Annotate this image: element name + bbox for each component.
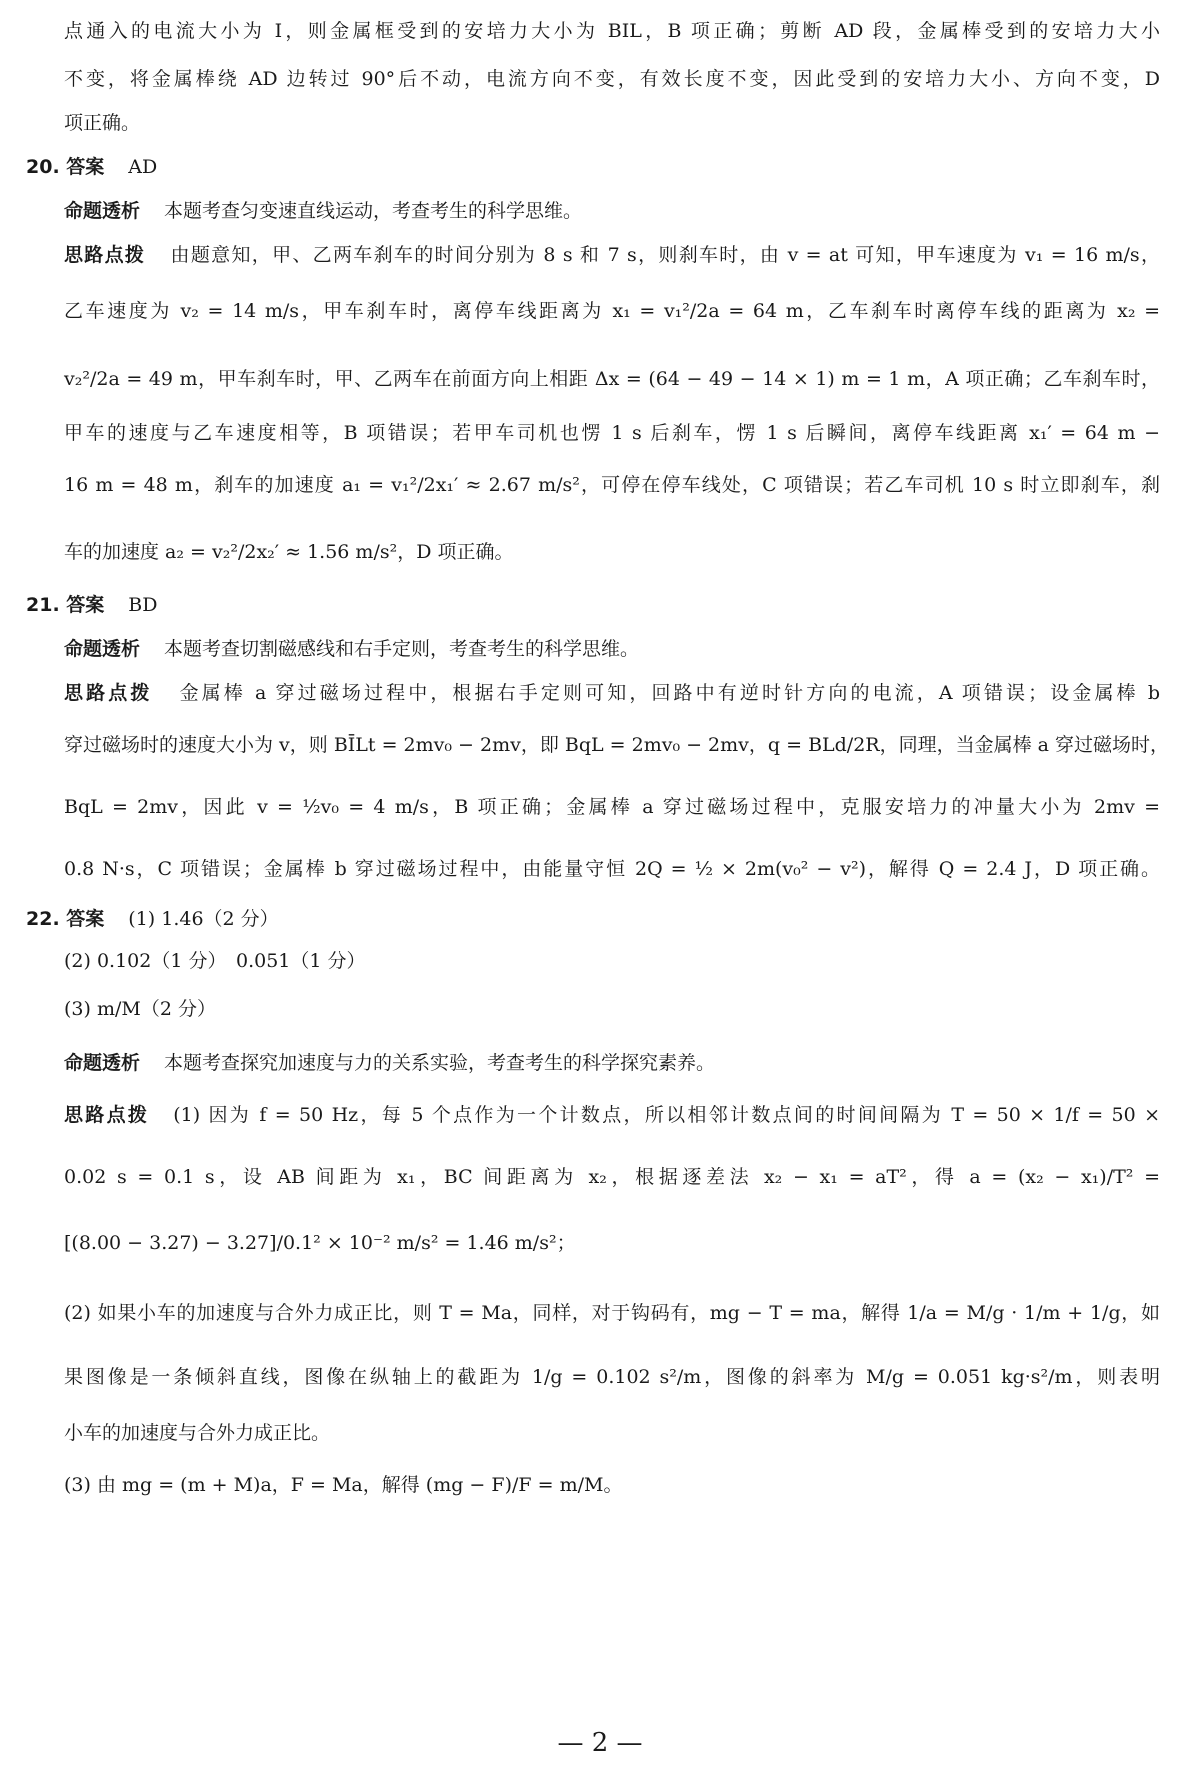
line-text: 0.02 s = 0.1 s，设 AB 间距为 x₁，BC 间距离为 x₂，根据逐差法 x₂ − x₁ = aT²，得 a = (x₂ − x₁)/T² = [64,1166,1160,1188]
text-line [64,470,1160,500]
text-line [64,1228,1160,1258]
text-line [64,678,1160,708]
line-text: 甲车的速度与乙车速度相等，B 项错误；若甲车司机也愣 1 s 后刹车，愣 1 s 后瞬间，离停车线距离 x₁′ = 64 m − [64,422,1160,444]
text-line [64,196,1160,226]
text-line [64,16,1160,46]
text-line [64,537,1160,567]
line-text: AD [128,156,158,178]
line-text: (3) 由 mg = (m + M)a，F = Ma，解得 (mg − F)/F = m/M。 [64,1474,623,1496]
line-text: (2) 0.102（1 分） 0.051（1 分） [64,950,366,972]
line-text: 由题意知，甲、乙两车刹车的时间分别为 8 s 和 7 s，则刹车时，由 v = at 可知，甲车速度为 v₁ = 16 m/s， [169,244,1160,266]
section-heading: 思路点拨 [64,244,146,266]
line-text: 果图像是一条倾斜直线，图像在纵轴上的截距为 1/g = 0.102 s²/m，图像的斜率为 M/g = 0.051 kg·s²/m，则表明 [64,1366,1160,1388]
text-line [64,994,1160,1024]
line-text: 本题考查探究加速度与力的关系实验，考查考生的科学探究素养。 [164,1052,716,1074]
line-text: BD [128,594,158,616]
text-line [64,418,1160,448]
section-heading: 思路点拨 [64,1104,150,1126]
line-text: 0.8 N·s，C 项错误；金属棒 b 穿过磁场过程中，由能量守恒 2Q = ½ × 2m(v₀² − v²)，解得 Q = 2.4 J，D 项正确。 [64,858,1160,880]
text-line [64,1162,1160,1192]
text-line [64,1100,1160,1130]
text-line [64,1362,1160,1392]
text-line [64,1298,1160,1328]
section-heading: 命题透析 [64,200,141,222]
line-text: (2) 如果小车的加速度与合外力成正比，则 T = Ma，同样，对于钩码有，mg − T = ma，解得 1/a = M/g · 1/m + 1/g，如 [64,1302,1160,1324]
line-text: (1) 因为 f = 50 Hz，每 5 个点作为一个计数点，所以相邻计数点间的时间间隔为 T = 50 × 1/f = 50 × [173,1104,1160,1126]
line-text: (1) 1.46（2 分） [128,908,279,930]
text-line [64,730,1170,760]
text-line [64,1470,1160,1500]
section-heading: 命题透析 [64,638,141,660]
text-line [64,792,1160,822]
text-line [64,634,1160,664]
line-text: 本题考查切割磁感线和右手定则，考查考生的科学思维。 [164,638,640,660]
line-text: 项正确。 [64,112,141,134]
line-text: 乙车速度为 v₂ = 14 m/s，甲车刹车时，离停车线距离为 x₁ = v₁²/2a = 64 m，乙车刹车时离停车线的距离为 x₂ = [64,300,1160,322]
line-text: (3) m/M（2 分） [64,998,216,1020]
page-number: — 2 — [557,1728,643,1758]
section-heading: 22. 答案 [26,908,105,930]
line-text: 16 m = 48 m，刹车的加速度 a₁ = v₁²/2x₁′ ≈ 2.67 m/s²，可停在停车线处，C 项错误；若乙车司机 10 s 时立即刹车，刹 [64,474,1160,496]
text-line [26,152,1160,182]
text-line [64,108,1160,138]
line-text: 穿过磁场时的速度大小为 v，则 BĪLt = 2mv₀ − 2mv，即 BqL = 2mv₀ − 2mv，q = BLd/2R，同理，当金属棒 a 穿过磁场时， [64,734,1170,756]
line-text: 点通入的电流大小为 I，则金属框受到的安培力大小为 BIL，B 项正确；剪断 AD 段，金属棒受到的安培力大小 [64,20,1160,42]
section-heading: 21. 答案 [26,594,105,616]
text-line [26,590,1160,620]
line-text: [(8.00 − 3.27) − 3.27]/0.1² × 10⁻² m/s² = 1.46 m/s²； [64,1232,576,1254]
line-text: 车的加速度 a₂ = v₂²/2x₂′ ≈ 1.56 m/s²，D 项正确。 [64,541,514,563]
line-text: BqL = 2mv，因此 v = ½v₀ = 4 m/s，B 项正确；金属棒 a 穿过磁场过程中，克服安培力的冲量大小为 2mv = [64,796,1160,818]
text-line [64,364,1160,394]
line-text: 小车的加速度与合外力成正比。 [64,1422,331,1444]
section-heading: 思路点拨 [64,682,153,704]
text-line [64,854,1160,884]
text-line [26,904,1160,934]
text-line [64,946,1160,976]
text-line [64,64,1160,94]
line-text: v₂²/2a = 49 m，甲车刹车时，甲、乙两车在前面方向上相距 Δx = (64 − 49 − 14 × 1) m = 1 m，A 项正确；乙车刹车时， [64,368,1160,390]
section-heading: 20. 答案 [26,156,105,178]
section-heading: 命题透析 [64,1052,141,1074]
line-text: 不变，将金属棒绕 AD 边转过 90°后不动，电流方向不变，有效长度不变，因此受到的安培力大小、方向不变，D [64,68,1160,90]
line-text: 金属棒 a 穿过磁场过程中，根据右手定则可知，回路中有逆时针方向的电流，A 项错误；设金属棒 b [176,682,1160,704]
text-line [64,1048,1160,1078]
line-text: 本题考查匀变速直线运动，考查考生的科学思维。 [164,200,583,222]
text-line [64,1418,1160,1448]
text-line [64,296,1160,326]
text-line [64,240,1160,270]
